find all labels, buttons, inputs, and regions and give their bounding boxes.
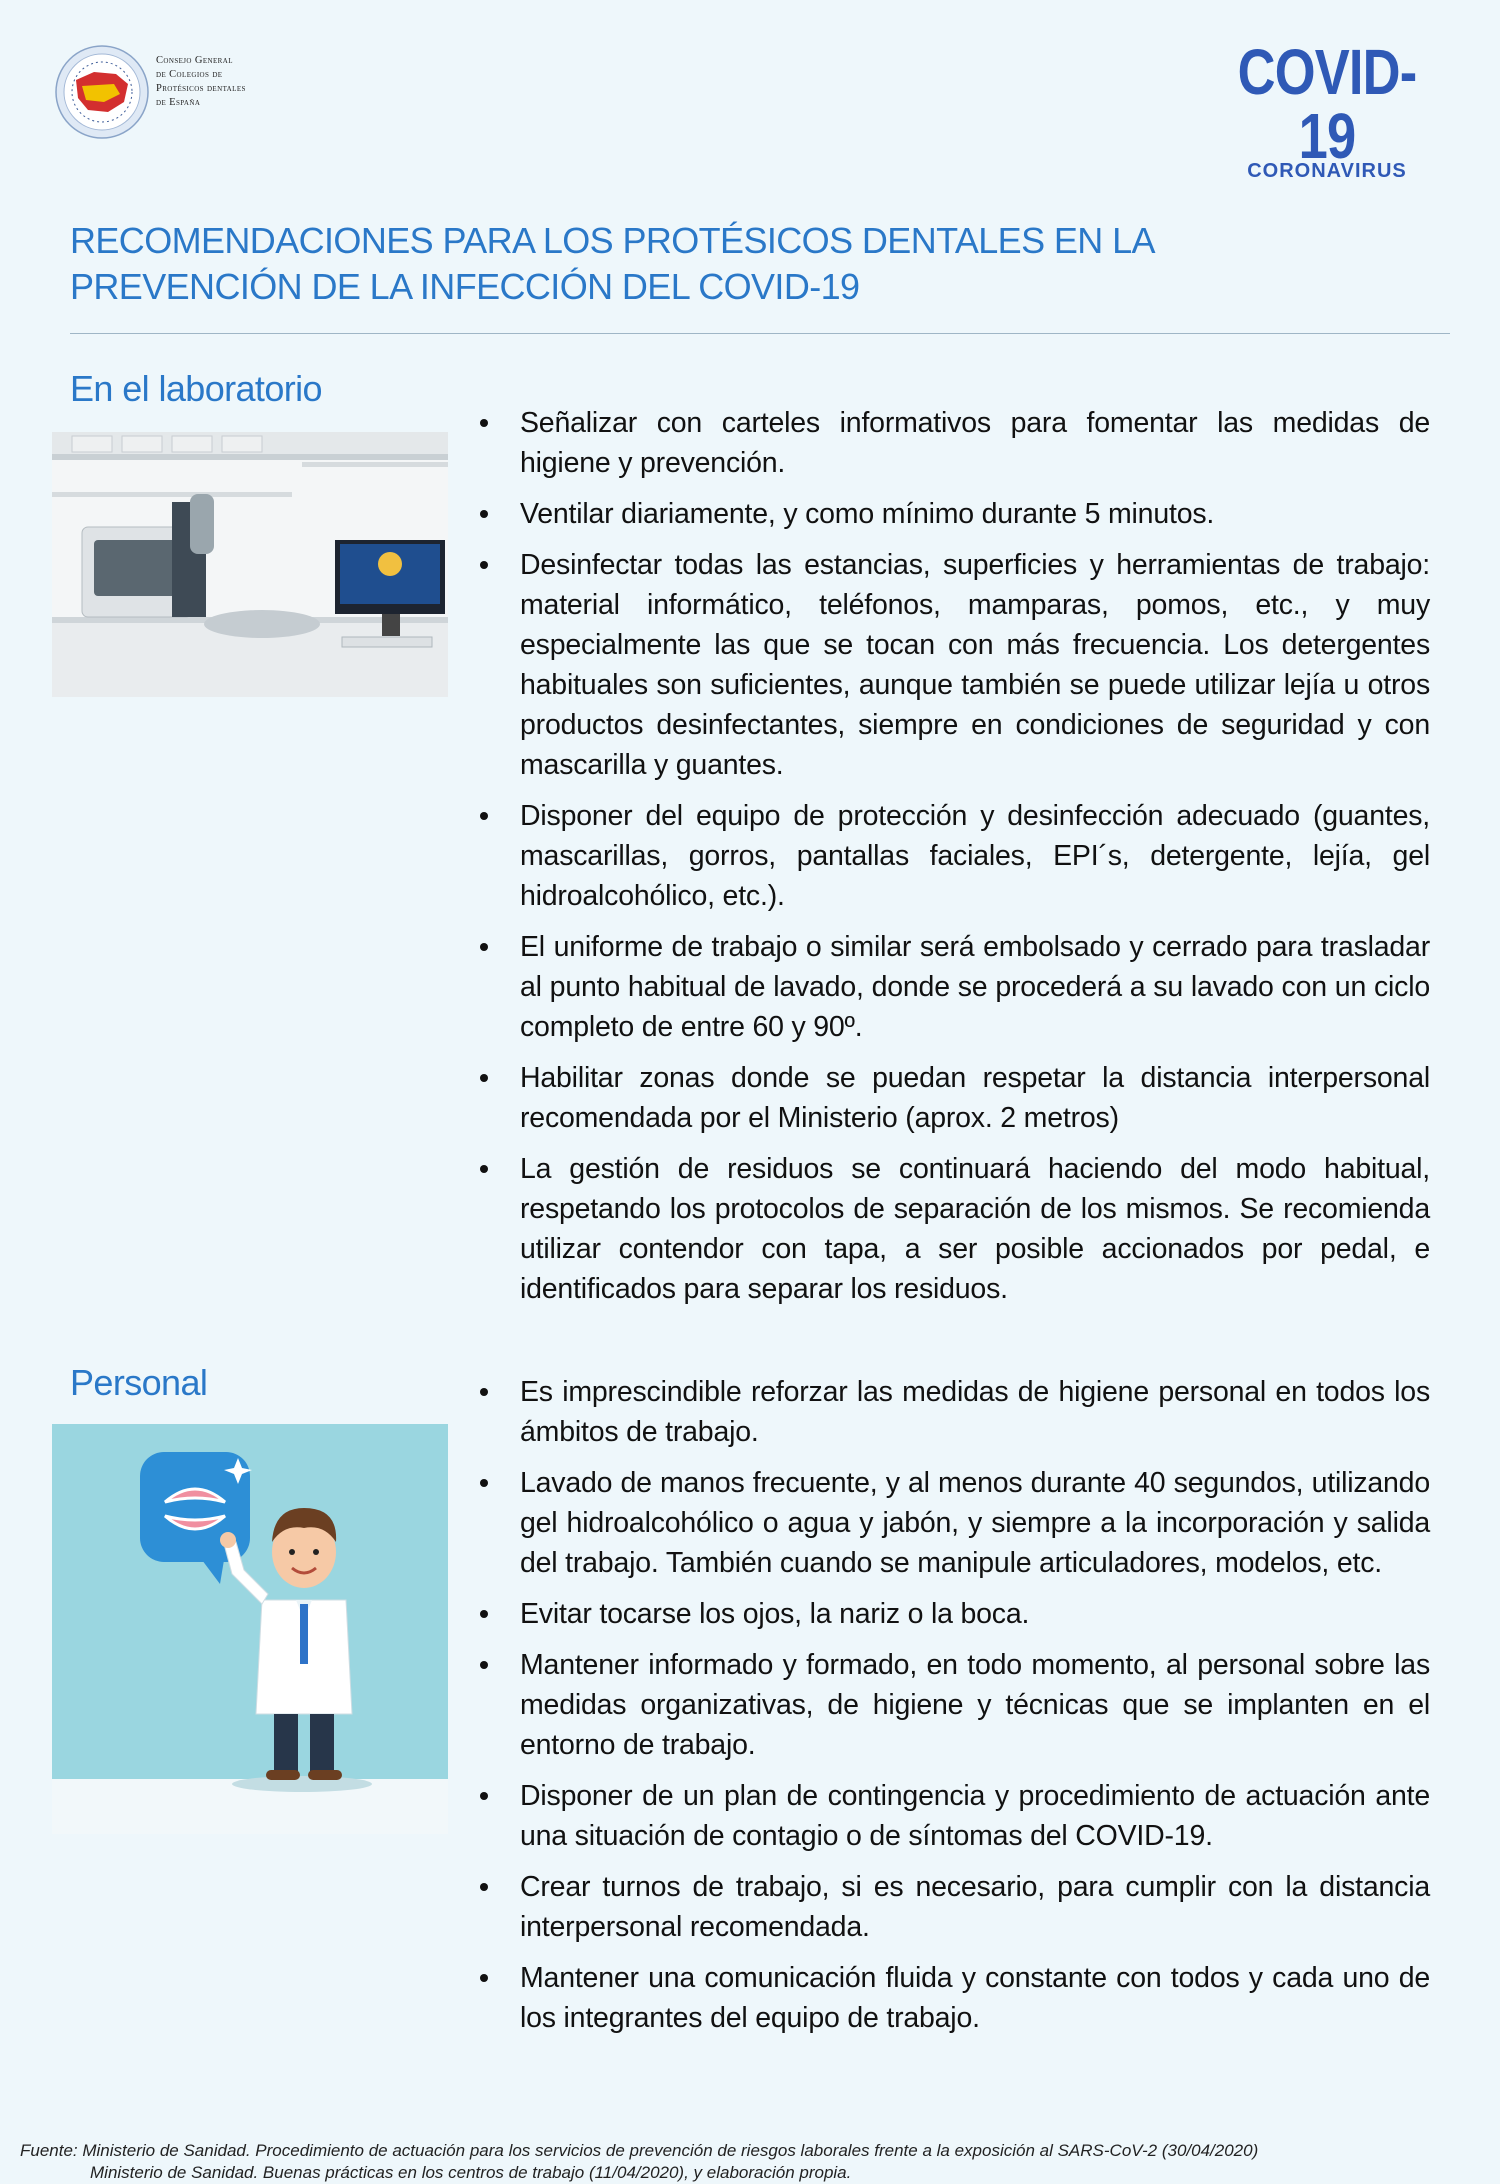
list-item-text: La gestión de residuos se continuará haciendo del modo habitual, respetando los protocolos de separación de los mismos. Se recomienda utilizar contendor con tapa, a ser posible accionados por pedal, e identificados para separar los residuos. (520, 1153, 1430, 1305)
list-item (480, 927, 1430, 1047)
list-item (480, 796, 1430, 916)
list-item-text: El uniforme de trabajo o similar será embolsado y cerrado para trasladar al punto habitual de lavado, donde se procederá a su lavado con un ciclo completo de entre 60 y 90º. (520, 931, 1430, 1043)
list-item (480, 1372, 1430, 1452)
org-name-line: Consejo General (156, 55, 233, 66)
list-item (480, 403, 1430, 483)
list-item (480, 1058, 1430, 1138)
list-item-text: Evitar tocarse los ojos, la nariz o la boca. (520, 1598, 1030, 1630)
list-item-text: Disponer de un plan de contingencia y procedimiento de actuación ante una situación de contagio o de síntomas del COVID-19. (520, 1780, 1430, 1852)
bullet-icon (480, 1388, 488, 1396)
list-item-text: Mantener informado y formado, en todo momento, al personal sobre las medidas organizativas, de higiene y técnicas que se implanten en el entorno de trabajo. (520, 1649, 1430, 1761)
source-note (20, 2140, 1480, 2184)
list-item (480, 1149, 1430, 1309)
list-item-text: Mantener una comunicación fluida y constante con todos y cada uno de los integrantes del equipo de trabajo. (520, 1962, 1430, 2034)
section-heading-personal: Personal (70, 1362, 208, 1403)
list-item-text: Habilitar zonas donde se puedan respetar la distancia interpersonal recomendada por el Ministerio (aprox. 2 metros) (520, 1062, 1430, 1134)
list-item (480, 1645, 1430, 1765)
bullet-icon (480, 1661, 488, 1669)
bullet-icon (480, 1883, 488, 1891)
title-divider (70, 333, 1450, 334)
bullet-icon (480, 1165, 488, 1173)
list-item-text: Señalizar con carteles informativos para fomentar las medidas de higiene y prevención. (520, 407, 1430, 479)
org-logo-emblem (54, 44, 150, 140)
source-line: Fuente: Ministerio de Sanidad. Procedimiento de actuación para los servicios de prevención de riesgos laborales frente a la exposición al SARS-CoV-2 (30/04/2020) (20, 2141, 1259, 2160)
laboratorio-list (480, 403, 1430, 1320)
covid-badge-title: COVID-19 (1237, 36, 1417, 172)
list-item (480, 1958, 1430, 2038)
org-name (156, 54, 336, 110)
list-item-text: Disponer del equipo de protección y desinfección adecuado (guantes, mascarillas, gorros, pantallas faciales, EPI´s, detergente, lejía, gel hidroalcohólico, etc.). (520, 800, 1430, 912)
org-name-line: Protésicos dentales (156, 83, 246, 94)
bullet-icon (480, 1792, 488, 1800)
page-title-line: RECOMENDACIONES PARA LOS PROTÉSICOS DENTALES EN LA (70, 220, 1155, 261)
bullet-icon (480, 812, 488, 820)
page-title (70, 218, 1370, 310)
list-item-text: Ventilar diariamente, y como mínimo durante 5 minutos. (520, 498, 1215, 530)
bullet-icon (480, 1479, 488, 1487)
covid-badge (1212, 36, 1442, 183)
list-item (480, 545, 1430, 785)
dentist-illustration (52, 1424, 448, 1834)
list-item-text: Lavado de manos frecuente, y al menos durante 40 segundos, utilizando gel hidroalcohólico o agua y jabón, y siempre a la incorporación y salida del trabajo. También cuando se manipule articuladores, modelos, etc. (520, 1467, 1430, 1579)
bullet-icon (480, 943, 488, 951)
list-item-text: Es imprescindible reforzar las medidas de higiene personal en todos los ámbitos de trabajo. (520, 1376, 1430, 1448)
list-item (480, 1776, 1430, 1856)
bullet-icon (480, 419, 488, 427)
list-item-text: Crear turnos de trabajo, si es necesario, para cumplir con la distancia interpersonal recomendada. (520, 1871, 1430, 1943)
org-name-line: de España (156, 97, 201, 108)
bullet-icon (480, 510, 488, 518)
bullet-icon (480, 1610, 488, 1618)
list-item (480, 494, 1430, 534)
list-item (480, 1594, 1430, 1634)
personal-list (480, 1372, 1430, 2049)
page-title-line: PREVENCIÓN DE LA INFECCIÓN DEL COVID-19 (70, 266, 860, 307)
list-item (480, 1867, 1430, 1947)
bullet-icon (480, 1974, 488, 1982)
laboratory-photo (52, 432, 448, 697)
covid-badge-subtitle: CORONAVIRUS (1247, 160, 1407, 182)
list-item-text: Desinfectar todas las estancias, superficies y herramientas de trabajo: material informático, teléfonos, mamparas, pomos, etc., y muy especialmente las que se tocan con más frecuencia. Los detergentes habituales son suficientes, aunque también se puede utilizar lejía u otros productos desinfectantes, siempre en condiciones de seguridad y con mascarilla y guantes. (520, 549, 1430, 781)
source-line: Ministerio de Sanidad. Buenas prácticas en los centros de trabajo (11/04/2020), y elaboración propia. (90, 2163, 852, 2182)
section-heading-laboratorio: En el laboratorio (70, 368, 322, 409)
org-name-line: de Colegios de (156, 69, 223, 80)
bullet-icon (480, 561, 488, 569)
page-header (0, 0, 1500, 182)
bullet-icon (480, 1074, 488, 1082)
list-item (480, 1463, 1430, 1583)
